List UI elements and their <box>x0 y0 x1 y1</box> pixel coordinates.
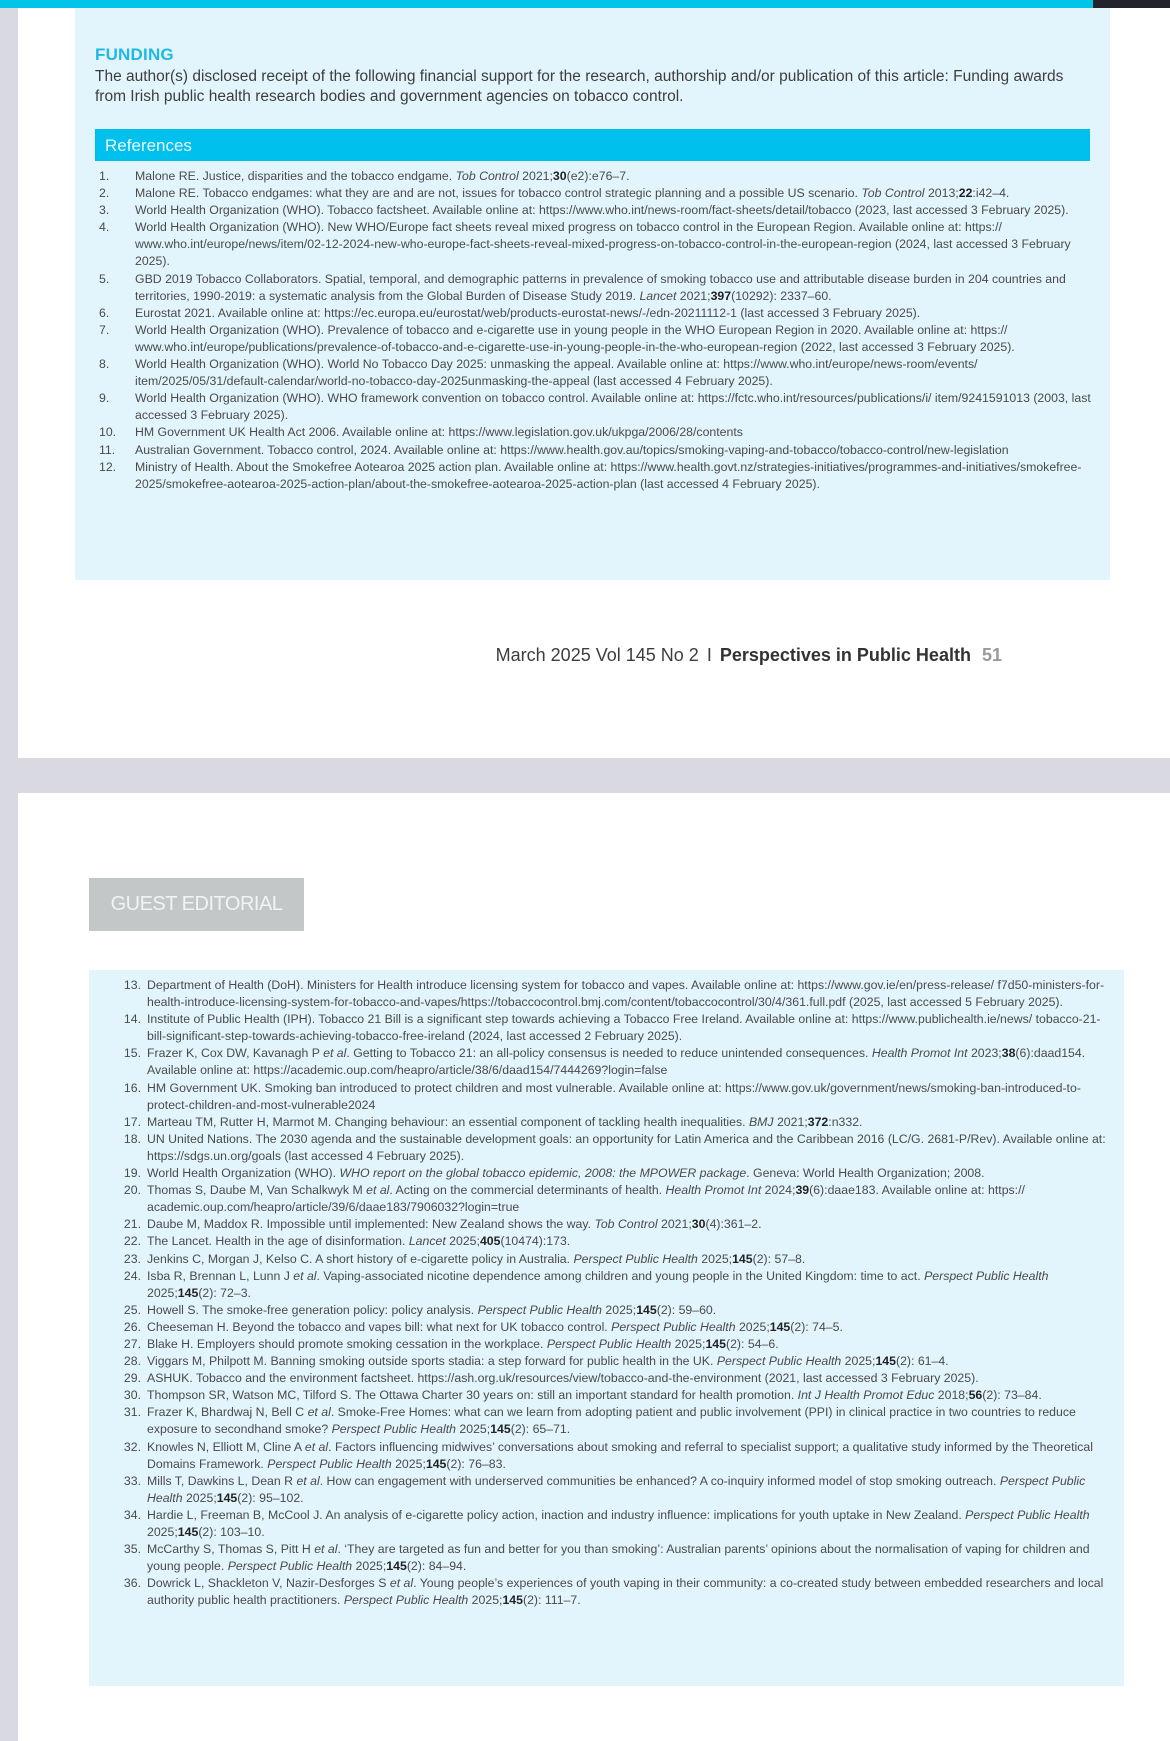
reference-number: 29. <box>123 1371 141 1386</box>
reference-text: Ministry of Health. About the Smokefree Aotearoa 2025 action plan. Available online at: https://www.health.govt.nz/strategies-initiatives/programmes-and-initiatives/smokefree-2025/smokefree-aotearoa-2025-action-plan/about-the-smokefree-aotearoa-2025-action-plan (last accessed 4 February 2025). <box>135 459 1082 491</box>
reference-item <box>95 442 1095 459</box>
reference-number: 5. <box>99 271 110 286</box>
reference-number: 26. <box>123 1319 141 1334</box>
reference-text: Jenkins C, Morgan J, Kelso C. A short history of e-cigarette policy in Australia. Perspect Public Health 2025;145(2): 57–8. <box>147 1251 806 1266</box>
reference-item <box>107 1507 1107 1541</box>
journal-name: Perspectives in Public Health <box>719 645 971 665</box>
reference-number: 17. <box>123 1114 141 1129</box>
reference-item <box>107 1353 1107 1370</box>
document-page-52 <box>18 793 1170 1741</box>
reference-list-page2 <box>107 977 1107 1609</box>
reference-item <box>95 322 1095 356</box>
reference-text: Isba R, Brennan L, Lunn J et al. Vaping-associated nicotine dependence among children and young people in the United Kingdom: time to act. Perspect Public Health 2025;145(2): 72–3. <box>147 1268 1049 1300</box>
reference-number: 3. <box>99 203 110 218</box>
reference-number: 13. <box>123 978 141 992</box>
reference-item <box>95 271 1095 305</box>
reference-text: Knowles N, Elliott M, Cline A et al. Factors influencing midwives’ conversations about smoking and referral to specialist support; a qualitative study informed by the Theoretical Domains Framework. Perspect Public Health 2025;145(2): 76–83. <box>147 1439 1093 1471</box>
reading-progress-bar <box>0 0 1170 8</box>
reference-item <box>95 459 1095 493</box>
reference-number: 15. <box>123 1046 141 1061</box>
reference-text: UN United Nations. The 2030 agenda and the sustainable development goals: an opportunity for Latin America and the Caribbean 2016 (LC/G. 2681-P/Rev). Available online at: https://sdgs.un.org/goals (last accessed 4 February 2025). <box>147 1131 1106 1163</box>
reference-text: Australian Government. Tobacco control, 2024. Available online at: https://www.health.gov.au/topics/smoking-vaping-and-tobacco/tobacco-control/new-legislation <box>135 442 1009 457</box>
page-gap <box>18 758 1170 793</box>
reference-item <box>107 1045 1107 1079</box>
reference-text: The Lancet. Health in the age of disinformation. Lancet 2025;405(10474):173. <box>147 1234 571 1249</box>
reference-item <box>107 1233 1107 1250</box>
reference-number: 35. <box>123 1542 141 1557</box>
reference-text: World Health Organization (WHO). Prevalence of tobacco and e-cigarette use in young people in the WHO European Region in 2020. Available online at: https:// www.who.int/europe/publications/prevalence-of-tobacco-and-e-cigarette-use-in-young-people-in-the-who-european-region (2022, last accessed 3 February 2025). <box>135 322 1015 354</box>
references-heading: References <box>105 136 192 155</box>
reference-item <box>107 1473 1107 1507</box>
reference-text: World Health Organization (WHO). New WHO/Europe fact sheets reveal mixed progress on tobacco control in the European Region. Available online at: https:// www.who.int/europe/news/item/02-12-2024-new-who-europe-fact-sheets-reveal-mixed-progress-on-tobacco-control-in-the-european-region (2024, last accessed 3 February 2025). <box>135 220 1071 269</box>
reference-item <box>107 977 1107 1011</box>
reference-item <box>107 1575 1107 1609</box>
reading-progress-fill <box>0 0 1093 8</box>
reference-number: 32. <box>123 1439 141 1454</box>
reference-number: 27. <box>123 1336 141 1351</box>
funding-heading: FUNDING <box>95 45 174 64</box>
reference-text: Viggars M, Philpott M. Banning smoking outside sports stadia: a step forward for public health in the UK. Perspect Public Health 2025;145(2): 61–4. <box>147 1354 949 1369</box>
funding-references-panel <box>75 8 1110 580</box>
reference-item <box>107 1302 1107 1319</box>
reference-text: Thompson SR, Watson MC, Tilford S. The Ottawa Charter 30 years on: still an important standard for health promotion. Int J Health Promot Educ 2018;56(2): 73–84. <box>147 1388 1042 1403</box>
reference-number: 14. <box>123 1012 141 1027</box>
reference-item <box>107 1131 1107 1165</box>
reference-number: 6. <box>99 305 110 320</box>
reference-number: 34. <box>123 1507 141 1522</box>
section-badge-label: GUEST EDITORIAL <box>110 893 283 915</box>
reference-text: Cheeseman H. Beyond the tobacco and vapes bill: what next for UK tobacco control. Perspect Public Health 2025;145(2): 74–5. <box>147 1319 843 1334</box>
reference-number: 8. <box>99 357 110 372</box>
reference-text: World Health Organization (WHO). WHO framework convention on tobacco control. Available online at: https://fctc.who.int/resources/publications/i/ item/9241591013 (2003, last accessed 3 February 2025). <box>135 391 1091 423</box>
reference-list-page1 <box>95 168 1095 493</box>
reference-number: 24. <box>123 1268 141 1283</box>
reference-text: Howell S. The smoke-free generation policy: policy analysis. Perspect Public Health 2025;145(2): 59–60. <box>147 1302 717 1317</box>
reference-number: 12. <box>99 459 117 474</box>
reference-text: Dowrick L, Shackleton V, Nazir-Desforges S et al. Young people’s experiences of youth vaping in their community: a co-created study between embedded researchers and local authority public health practitioners. Perspect Public Health 2025;145(2): 111–7. <box>147 1576 1104 1608</box>
reference-item <box>107 1336 1107 1353</box>
reference-text: Frazer K, Bhardwaj N, Bell C et al. Smoke-Free Homes: what can we learn from adopting patient and public involvement (PPI) in clinical practice in two countries to reduce exposure to secondhand smoke? Perspect Public Health 2025;145(2): 65–71. <box>147 1405 1076 1437</box>
reference-text: McCarthy S, Thomas S, Pitt H et al. ‘They are targeted as fun and better for you than smoking’: Australian parents’ opinions about the normalisation of vaping for children and young people. Perspect Public Health 2025;145(2): 84–94. <box>147 1542 1090 1574</box>
reference-text: GBD 2019 Tobacco Collaborators. Spatial, temporal, and demographic patterns in prevalence of smoking tobacco use and attributable disease burden in 204 countries and territories, 1990-2019: a systematic analysis from the Global Burden of Disease Study 2019. Lancet 2021;397(10292): 2337–60. <box>135 271 1066 303</box>
reference-text: Daube M, Maddox R. Impossible until implemented: New Zealand shows the way. Tob Control 2021;30(4):361–2. <box>147 1217 762 1232</box>
reference-text: Thomas S, Daube M, Van Schalkwyk M et al. Acting on the commercial determinants of health. Health Promot Int 2024;39(6):daae183. Available online at: https:// academic.oup.com/heapro/article/39/6/daae183/7906032?login=true <box>147 1183 1025 1215</box>
reference-number: 22. <box>123 1234 141 1249</box>
reference-text: World Health Organization (WHO). World No Tobacco Day 2025: unmasking the appeal. Available online at: https://www.who.int/europe/news-room/events/ item/2025/05/31/default-calendar/world-no-tobacco-day-2025unmasking-the-appeal (last accessed 4 February 2025). <box>135 357 978 389</box>
reference-item <box>107 1011 1107 1045</box>
reference-item <box>95 202 1095 219</box>
reference-text: Hardie L, Freeman B, McCool J. An analysis of e-cigarette policy action, inaction and industry influence: implications for youth uptake in New Zealand. Perspect Public Health 2025;145(2): 103–10. <box>147 1507 1090 1539</box>
section-badge <box>89 878 304 931</box>
reference-item <box>107 1439 1107 1473</box>
reference-number: 21. <box>123 1217 141 1232</box>
reference-number: 20. <box>123 1183 141 1198</box>
reference-item <box>107 1216 1107 1233</box>
reference-number: 9. <box>99 391 110 406</box>
reference-item <box>107 1370 1107 1387</box>
references-header-bar <box>95 129 1090 161</box>
reference-item <box>107 1251 1107 1268</box>
reference-number: 10. <box>99 425 117 440</box>
reference-item <box>107 1319 1107 1336</box>
footer-separator: I <box>706 645 712 665</box>
reference-item <box>107 1387 1107 1404</box>
reference-number: 31. <box>123 1405 141 1420</box>
reference-number: 16. <box>123 1080 141 1095</box>
reference-text: Mills T, Dawkins L, Dean R et al. How can engagement with underserved communities be enhanced? A co-inquiry informed model of stop smoking outreach. Perspect Public Health 2025;145(2): 95–102. <box>147 1473 1086 1505</box>
reference-number: 23. <box>123 1251 141 1266</box>
reference-number: 19. <box>123 1166 141 1181</box>
page-footer <box>496 645 1002 666</box>
reference-item <box>107 1165 1107 1182</box>
reference-item <box>107 1541 1107 1575</box>
reference-text: HM Government UK Health Act 2006. Available online at: https://www.legislation.gov.uk/ukpga/2006/28/contents <box>135 425 743 440</box>
reference-item <box>95 424 1095 441</box>
reference-item <box>107 1080 1107 1114</box>
reference-text: Eurostat 2021. Available online at: https://ec.europa.eu/eurostat/web/products-eurostat-news/-/edn-20211112-1 (last accessed 3 February 2025). <box>135 305 921 320</box>
reference-text: Department of Health (DoH). Ministers for Health introduce licensing system for tobacco and vapes. Available online at: https://www.gov.ie/en/press-release/ f7d50-ministers-for-health-introduce-licensing-system-for-tobacco-and-vapes/https://tobaccocontrol.bmj.com/content/tobaccocontrol/30/4/361.full.pdf (2025, last accessed 5 February 2025). <box>147 978 1105 1010</box>
reference-number: 25. <box>123 1302 141 1317</box>
reference-text: HM Government UK. Smoking ban introduced to protect children and most vulnerable. Available online at: https://www.gov.uk/government/news/smoking-ban-introduced-to-protect-children-and-most-vulnerable2024 <box>147 1080 1081 1112</box>
viewer-background <box>0 8 18 1741</box>
reference-item <box>95 305 1095 322</box>
reference-number: 28. <box>123 1354 141 1369</box>
reference-number: 33. <box>123 1473 141 1488</box>
reference-text: Blake H. Employers should promote smoking cessation in the workplace. Perspect Public Health 2025;145(2): 54–6. <box>147 1336 779 1351</box>
funding-statement: The author(s) disclosed receipt of the following financial support for the research, authorship and/or publication of this article: Funding awards from Irish public health research bodies and government agencies on tobacco control. <box>95 68 1064 105</box>
reference-number: 30. <box>123 1388 141 1403</box>
page-number: 51 <box>981 645 1002 665</box>
reference-text: World Health Organization (WHO). Tobacco factsheet. Available online at: https://www.who.int/news-room/fact-sheets/detail/tobacco (2023, last accessed 3 February 2025). <box>135 203 1069 218</box>
reference-item <box>107 1182 1107 1216</box>
reference-text: Malone RE. Tobacco endgames: what they are and are not, issues for tobacco control strategic planning and a possible US scenario. Tob Control 2013;22:i42–4. <box>135 186 1010 201</box>
reference-number: 4. <box>99 220 110 235</box>
reference-number: 11. <box>99 442 116 457</box>
reference-number: 18. <box>123 1131 141 1146</box>
reference-number: 1. <box>99 169 110 183</box>
reference-item <box>95 356 1095 390</box>
reference-item <box>95 168 1095 185</box>
reference-item <box>95 219 1095 270</box>
reference-item <box>107 1404 1107 1438</box>
reference-item <box>107 1268 1107 1302</box>
reference-text: ASHUK. Tobacco and the environment factsheet. https://ash.org.uk/resources/view/tobacco-and-the-environment (2021, last accessed 3 February 2025). <box>147 1371 979 1386</box>
reference-text: Marteau TM, Rutter H, Marmot M. Changing behaviour: an essential component of tackling health inequalities. BMJ 2021;372:n332. <box>147 1114 863 1129</box>
reference-number: 2. <box>99 186 110 201</box>
reference-text: Institute of Public Health (IPH). Tobacco 21 Bill is a significant step towards achieving a Tobacco Free Ireland. Available online at: https://www.publichealth.ie/news/ tobacco-21-bill-significant-step-towards-achieving-tobacco-free-ireland (2024, last accessed 2 February 2025). <box>147 1012 1101 1044</box>
reference-text: World Health Organization (WHO). WHO report on the global tobacco epidemic, 2008: the MPOWER package. Geneva: World Health Organization; 2008. <box>147 1166 985 1181</box>
reference-text: Malone RE. Justice, disparities and the tobacco endgame. Tob Control 2021;30(e2):e76–7. <box>135 169 630 183</box>
reference-item <box>95 185 1095 202</box>
issue-info: March 2025 Vol 145 No 2 <box>495 645 699 665</box>
reference-item <box>95 390 1095 424</box>
document-page-51 <box>18 8 1170 758</box>
reference-item <box>107 1114 1107 1131</box>
reference-number: 36. <box>123 1576 141 1591</box>
references-panel-continued <box>89 970 1124 1686</box>
reference-number: 7. <box>99 322 110 337</box>
reference-text: Frazer K, Cox DW, Kavanagh P et al. Getting to Tobacco 21: an all-policy consensus is needed to reduce unintended consequences. Health Promot Int 2023;38(6):daad154. Available online at: https://academic.oup.com/heapro/article/38/6/daad154/7444269?login=false <box>147 1046 1086 1078</box>
